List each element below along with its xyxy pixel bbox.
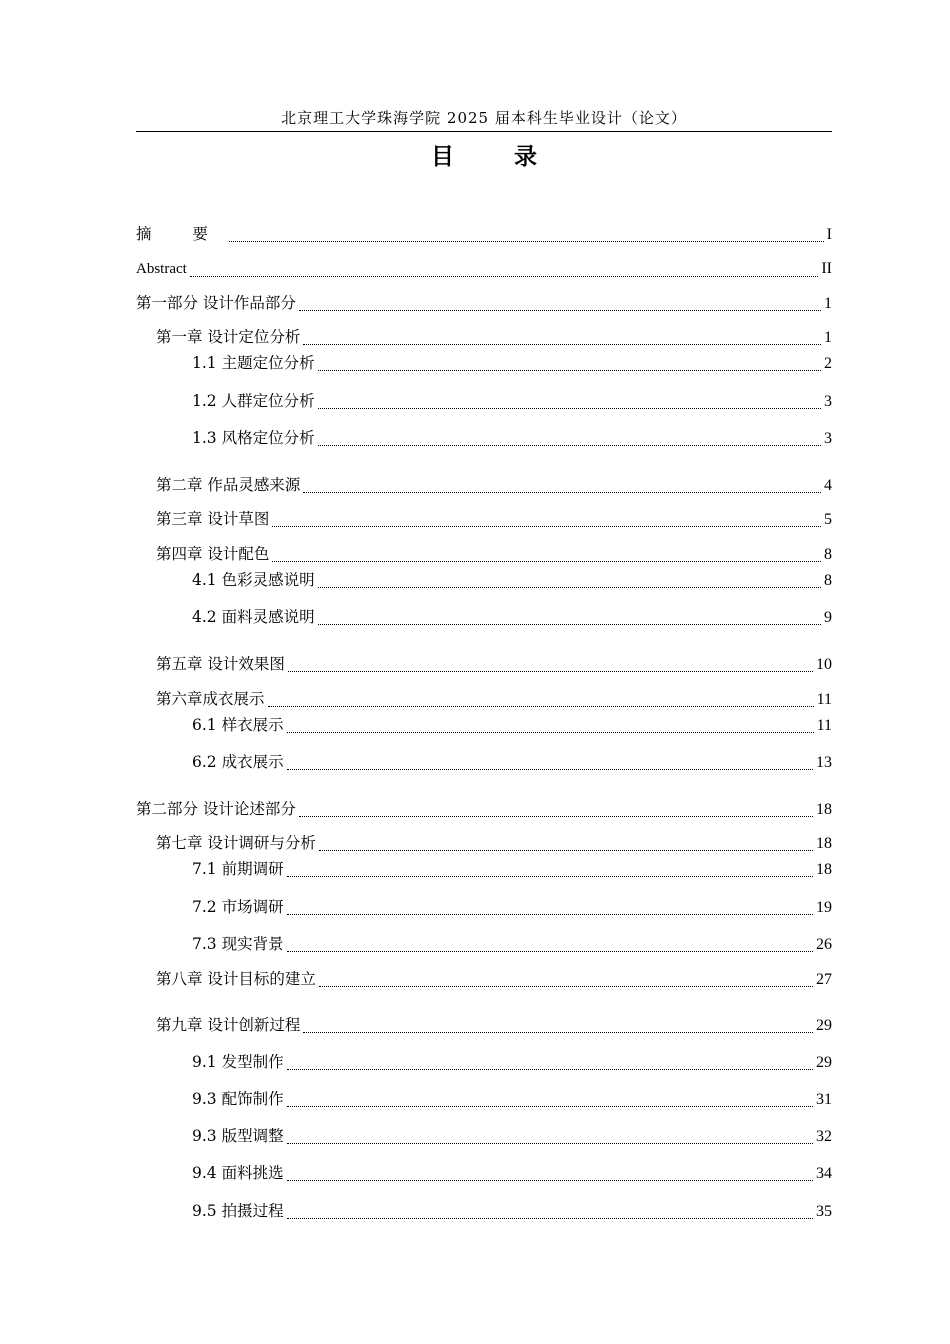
toc-leader-dots	[287, 876, 813, 877]
toc-leader-dots	[303, 1032, 813, 1033]
toc-page-number: 11	[816, 691, 832, 708]
toc-leader-dots	[287, 1143, 813, 1144]
toc-entry-section-1-1[interactable]	[192, 351, 832, 375]
toc-entry-part-2[interactable]	[136, 797, 832, 821]
toc-label: 9.3 版型调整	[192, 1127, 284, 1145]
toc-label: 9.1 发型制作	[192, 1053, 284, 1071]
toc-entry-section-9-4[interactable]	[192, 1161, 832, 1185]
toc-label: 第七章 设计调研与分析	[156, 834, 316, 852]
toc-entry-chapter-7[interactable]	[156, 831, 832, 855]
toc-label: Abstract	[136, 261, 187, 277]
toc-leader-dots	[287, 769, 813, 770]
toc-leader-dots	[319, 986, 813, 987]
toc-entry-chapter-2[interactable]	[156, 473, 832, 497]
toc-label: 第五章 设计效果图	[156, 655, 285, 673]
toc-label: 7.2 市场调研	[192, 898, 284, 916]
toc-leader-dots	[319, 850, 813, 851]
toc-entry-section-9-1[interactable]	[192, 1050, 832, 1074]
toc-label: 4.1 色彩灵感说明	[192, 571, 315, 589]
toc-page-number: 19	[816, 899, 832, 916]
toc-page-number: I	[826, 226, 832, 243]
toc-entry-section-9-3b[interactable]	[192, 1124, 832, 1148]
toc-leader-dots	[287, 1180, 813, 1181]
toc-entry-section-1-3[interactable]	[192, 426, 832, 450]
toc-page-number: 9	[824, 609, 832, 626]
toc-page-number: 29	[816, 1017, 832, 1034]
toc-leader-dots	[299, 816, 813, 817]
toc-label: 9.4 面料挑选	[192, 1164, 284, 1182]
toc-page-number: 1	[824, 329, 832, 346]
toc-label: 第一部分 设计作品部分	[136, 294, 296, 312]
toc-leader-dots	[229, 241, 824, 242]
toc-page-number: 11	[816, 717, 832, 734]
toc-label: 4.2 面料灵感说明	[192, 608, 315, 626]
toc-entry-chapter-5[interactable]	[156, 652, 832, 676]
toc-entry-part-1[interactable]	[136, 291, 832, 315]
toc-label: 9.3 配饰制作	[192, 1090, 284, 1108]
toc-entry-chapter-1[interactable]	[156, 325, 832, 349]
toc-leader-dots	[287, 1218, 813, 1219]
toc-page-number: 2	[824, 355, 832, 372]
toc-page-number: II	[821, 260, 832, 277]
toc-leader-dots	[303, 492, 821, 493]
toc-entry-chapter-9[interactable]	[156, 1013, 832, 1037]
toc-page-number: 34	[816, 1165, 832, 1182]
toc-page-number: 4	[824, 477, 832, 494]
toc-leader-dots	[287, 1106, 813, 1107]
toc-leader-dots	[318, 624, 821, 625]
toc-label: 1.1 主题定位分析	[192, 354, 315, 372]
toc-page-number: 8	[824, 572, 832, 589]
toc-page-number: 18	[816, 861, 832, 878]
toc-leader-dots	[287, 951, 813, 952]
toc-entry-section-6-1[interactable]	[192, 713, 832, 737]
toc-label: 第二部分 设计论述部分	[136, 800, 296, 818]
toc-page-number: 27	[816, 971, 832, 988]
toc-entry-section-7-3[interactable]	[192, 932, 832, 956]
toc-label: 第一章 设计定位分析	[156, 328, 301, 346]
toc-leader-dots	[318, 370, 821, 371]
toc-label: 6.1 样衣展示	[192, 716, 284, 734]
toc-page-number: 18	[816, 801, 832, 818]
toc-label: 第八章 设计目标的建立	[156, 970, 316, 988]
toc-label: 9.5 拍摄过程	[192, 1202, 284, 1220]
toc-entry-section-7-2[interactable]	[192, 895, 832, 919]
toc-page-number: 3	[824, 393, 832, 410]
toc-page-number: 29	[816, 1054, 832, 1071]
toc-entry-abstract-cn[interactable]	[136, 222, 832, 246]
toc-leader-dots	[303, 344, 821, 345]
toc-entry-section-7-1[interactable]	[192, 857, 832, 881]
running-header: 北京理工大学珠海学院 2025 届本科生毕业设计（论文）	[281, 109, 687, 127]
toc-entry-section-9-3a[interactable]	[192, 1087, 832, 1111]
toc-leader-dots	[318, 587, 821, 588]
toc-label: 1.2 人群定位分析	[192, 392, 315, 410]
toc-entry-abstract-en[interactable]	[136, 257, 832, 281]
toc-label: 第六章成衣展示	[156, 690, 265, 708]
toc-label: 7.1 前期调研	[192, 860, 284, 878]
page-title: 目 录	[430, 144, 563, 170]
toc-page-number: 35	[816, 1203, 832, 1220]
toc-page-number: 5	[824, 511, 832, 528]
toc-entry-section-4-1[interactable]	[192, 568, 832, 592]
toc-leader-dots	[190, 276, 819, 277]
toc-leader-dots	[299, 310, 821, 311]
toc-label: 第九章 设计创新过程	[156, 1016, 301, 1034]
toc-entry-chapter-3[interactable]	[156, 507, 832, 531]
toc-page-number: 10	[816, 656, 832, 673]
toc-page-number: 26	[816, 936, 832, 953]
toc-leader-dots	[288, 671, 813, 672]
toc-entry-chapter-6[interactable]	[156, 687, 832, 711]
toc-entry-section-9-5[interactable]	[192, 1199, 832, 1223]
toc-page-number: 18	[816, 835, 832, 852]
toc-page-number: 8	[824, 546, 832, 563]
toc-leader-dots	[272, 526, 821, 527]
toc-entry-chapter-8[interactable]	[156, 967, 832, 991]
toc-leader-dots	[318, 445, 821, 446]
toc-label: 7.3 现实背景	[192, 935, 284, 953]
toc-entry-section-4-2[interactable]	[192, 605, 832, 629]
toc-label: 摘 要	[136, 225, 226, 243]
toc-entry-section-6-2[interactable]	[192, 750, 832, 774]
toc-page-number: 31	[816, 1091, 832, 1108]
toc-label: 第三章 设计草图	[156, 510, 270, 528]
toc-page-number: 32	[816, 1128, 832, 1145]
toc-leader-dots	[287, 914, 813, 915]
toc-leader-dots	[268, 706, 814, 707]
toc-leader-dots	[318, 408, 821, 409]
toc-label: 1.3 风格定位分析	[192, 429, 315, 447]
toc-leader-dots	[287, 732, 814, 733]
toc-page-number: 1	[824, 295, 832, 312]
toc-entry-section-1-2[interactable]	[192, 389, 832, 413]
toc-label: 第四章 设计配色	[156, 545, 270, 563]
toc-page-number: 3	[824, 430, 832, 447]
toc-label: 6.2 成衣展示	[192, 753, 284, 771]
toc-leader-dots	[287, 1069, 813, 1070]
toc-page-number: 13	[816, 754, 832, 771]
toc-leader-dots	[272, 561, 821, 562]
toc-entry-chapter-4[interactable]	[156, 542, 832, 566]
toc-label: 第二章 作品灵感来源	[156, 476, 301, 494]
